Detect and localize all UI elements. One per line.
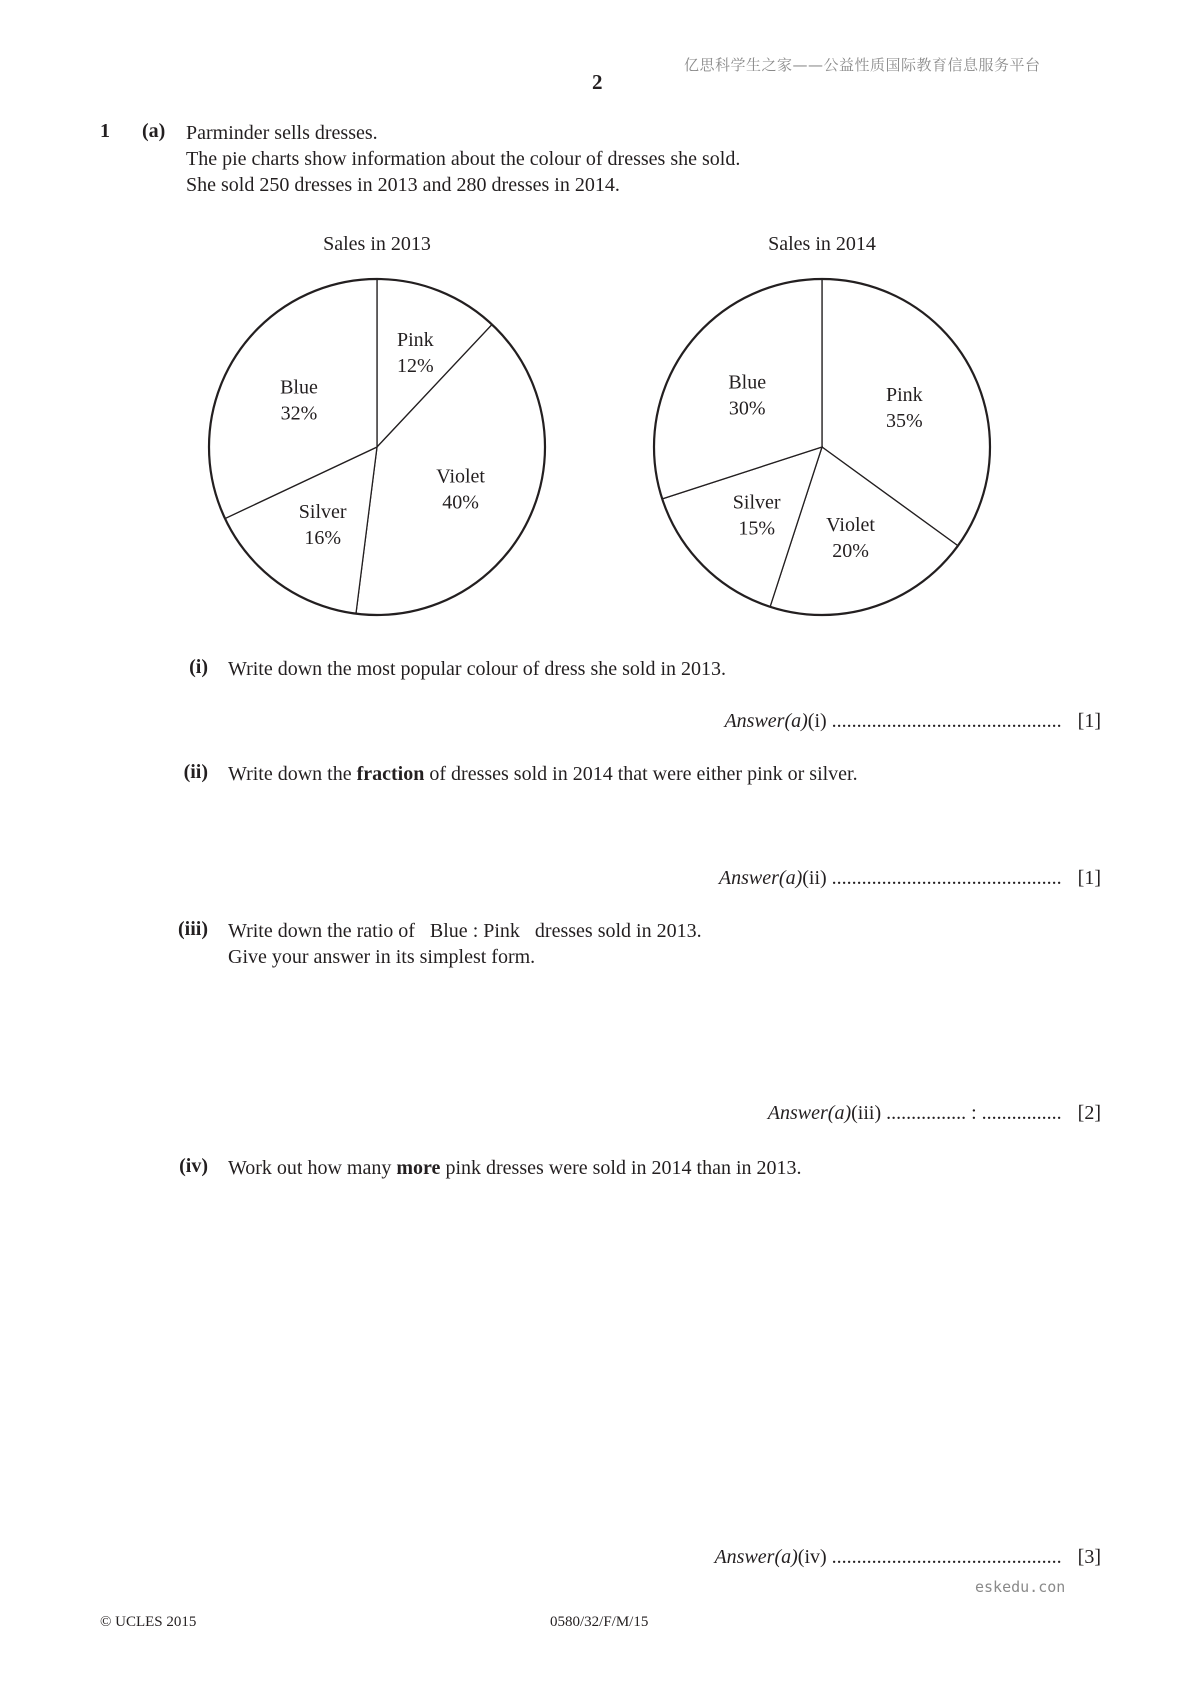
pie-title: Sales in 2013	[323, 233, 431, 255]
pie-value-label: 16%	[304, 526, 342, 549]
answer-line-i[interactable]	[724, 710, 1101, 733]
text-part: pink dresses were sold in 2014 than in 2013.	[440, 1157, 802, 1179]
pie-label: Pink	[885, 384, 923, 407]
answer-part: (iv)	[797, 1546, 827, 1568]
footer-watermark: eskedu.con	[975, 1578, 1066, 1596]
answer-part: (i)	[807, 710, 827, 732]
pie-label: Violet	[826, 513, 875, 536]
question-part: (a)	[142, 120, 166, 142]
pie-value-label: 15%	[738, 517, 775, 540]
mark-allocation: [2]	[1077, 1102, 1101, 1124]
pie-label: Violet	[436, 465, 486, 488]
pie-label: Silver	[732, 491, 781, 514]
footer-copyright: © UCLES 2015	[100, 1614, 197, 1630]
text-line: Give your answer in its simplest form.	[228, 946, 536, 968]
pie-value-label: 30%	[728, 397, 766, 420]
subquestion-iii-number: (iii)	[178, 918, 208, 940]
mark-allocation: [1]	[1077, 710, 1101, 732]
emphasis-fraction: fraction	[356, 763, 425, 785]
pie-value-label: 35%	[885, 410, 923, 433]
pie-title: Sales in 2014	[768, 233, 876, 255]
pie-value-label: 32%	[280, 402, 318, 425]
emphasis-more: more	[396, 1157, 441, 1179]
subquestion-ii-text	[228, 761, 858, 787]
intro-line: The pie charts show information about the colour of dresses she sold.	[186, 148, 741, 170]
answer-dots: ................ : ................	[881, 1102, 1062, 1124]
answer-label: Answer(a)	[718, 867, 803, 889]
pie-value-label: 40%	[442, 491, 479, 514]
intro-line: Parminder sells dresses.	[186, 122, 378, 144]
answer-line-ii[interactable]	[719, 867, 1101, 890]
pie-label: Silver	[298, 500, 347, 523]
answer-part: (ii)	[802, 867, 827, 889]
answer-dots: ..............................................	[826, 1546, 1062, 1568]
pie-value-label: 20%	[832, 539, 869, 562]
answer-line-iii[interactable]	[768, 1102, 1101, 1125]
pie-label: Blue	[728, 371, 767, 394]
subquestion-ii-number: (ii)	[183, 761, 208, 783]
text-part: Work out how many	[228, 1157, 397, 1179]
pie-chart-2013	[209, 233, 545, 615]
pie-value-label: 12%	[397, 355, 434, 378]
answer-label: Answer(a)	[767, 1102, 852, 1124]
mark-allocation: [3]	[1077, 1546, 1101, 1568]
pie-label: Blue	[280, 376, 318, 399]
text-line: Write down the ratio of Blue : Pink dresses sold in 2013.	[228, 920, 702, 942]
subquestion-iv-text	[228, 1155, 802, 1181]
page-number: 2	[592, 70, 603, 94]
footer-code: 0580/32/F/M/15	[550, 1614, 649, 1630]
subquestion-iii-text	[228, 918, 702, 970]
text-part: of dresses sold in 2014 that were either pink or silver.	[424, 763, 858, 785]
answer-label: Answer(a)	[724, 710, 808, 732]
subquestion-i-number: (i)	[189, 656, 208, 678]
subquestion-i-text: Write down the most popular colour of dress she sold in 2013.	[228, 658, 727, 680]
subquestion-iv-number: (iv)	[179, 1155, 208, 1177]
text-part: Write down the	[228, 763, 357, 785]
mark-allocation: [1]	[1077, 867, 1101, 889]
pie-chart-2014	[654, 233, 990, 615]
pie-label: Pink	[397, 329, 434, 352]
question-number: 1	[100, 120, 110, 142]
answer-label: Answer(a)	[714, 1546, 798, 1568]
answer-dots: ..............................................	[826, 867, 1062, 889]
header-watermark: 亿思科学生之家——公益性质国际教育信息服务平台	[684, 56, 1041, 74]
answer-line-iv[interactable]	[714, 1546, 1101, 1569]
intro-line: She sold 250 dresses in 2013 and 280 dresses in 2014.	[186, 174, 620, 196]
answer-dots: ..............................................	[826, 710, 1062, 732]
pie-charts	[0, 0, 1191, 640]
answer-part: (iii)	[851, 1102, 882, 1124]
